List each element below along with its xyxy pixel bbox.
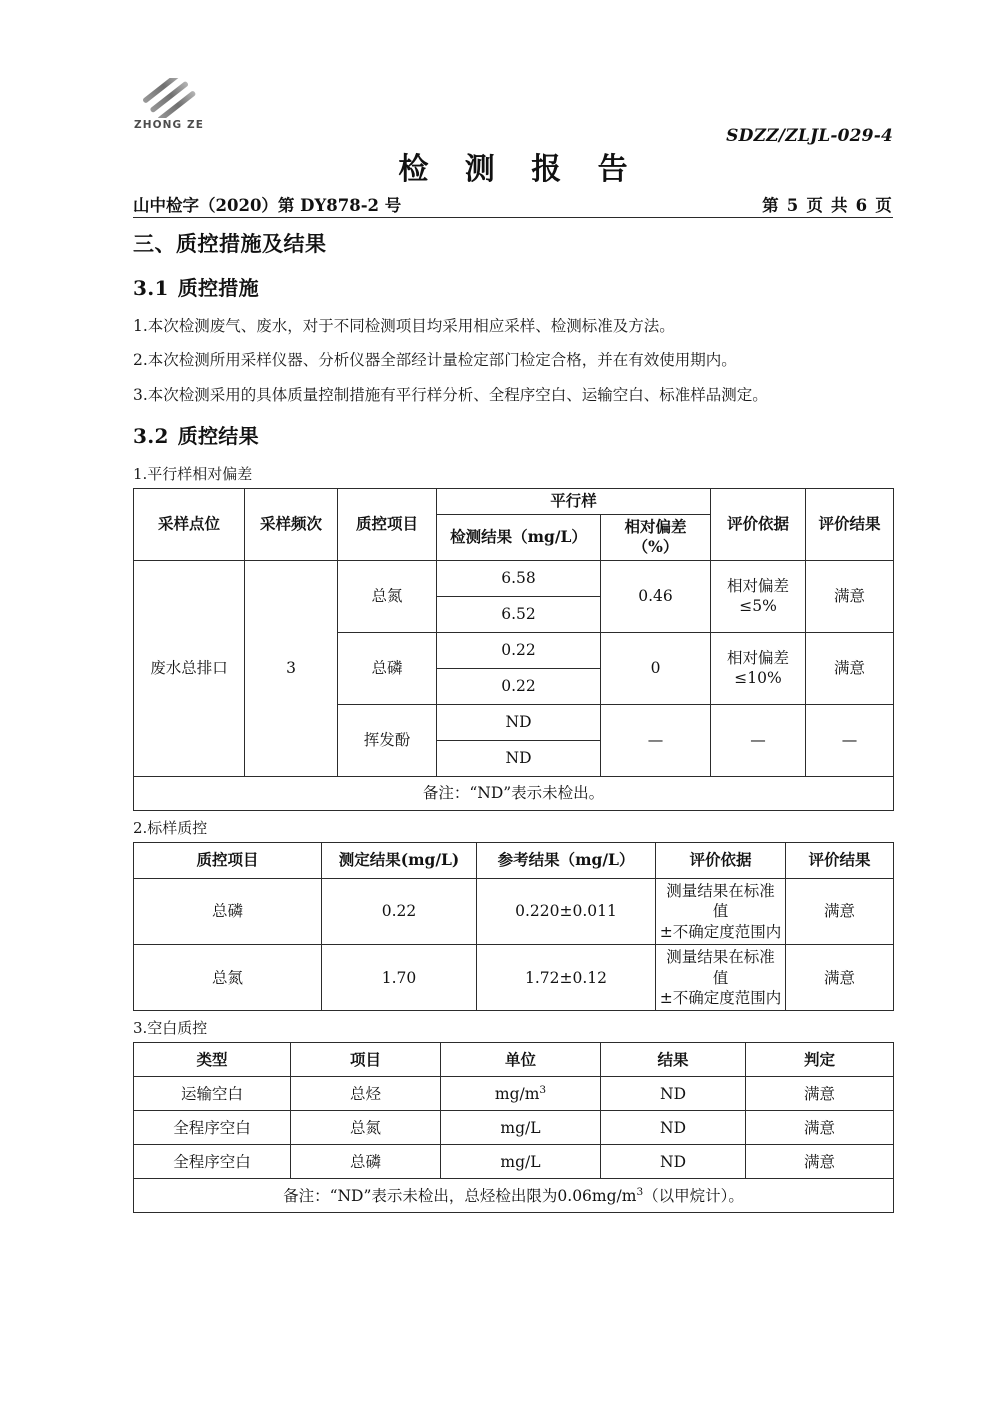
table-row [134,1145,894,1179]
table3-caption: 3.空白质控 [133,1019,208,1038]
th-t3-type: 类型 [134,1043,291,1077]
table3-remark-row [134,1179,894,1213]
standard-sample-qc-table [133,842,894,1012]
cell-t3-item-2: 总氮 [291,1111,441,1145]
th-t3-unit: 单位 [441,1043,601,1077]
cell-t3-judgement-1: 满意 [746,1077,894,1111]
cell-sampling-frequency: 3 [245,560,338,776]
cell-deviation-1: 0.46 [601,560,711,632]
th-t2-qc-item: 质控项目 [134,842,322,878]
cell-t3-type-3: 全程序空白 [134,1145,291,1179]
cell-t3-result-1: ND [601,1077,746,1111]
table1-remark-row [134,776,894,810]
cell-t3-unit-2-base: mg/L [500,1118,541,1137]
cell-basis-1-line2: ≤5% [739,597,777,616]
cell-t3-type-1: 运输空白 [134,1077,291,1111]
cell-t2-basis-2-line2: ±不确定度范围内 [659,989,782,1008]
th-sampling-frequency: 采样频次 [245,489,338,560]
cell-t2-evaluation-2: 满意 [786,945,894,1011]
table3-remark-part2: （以甲烷计）。 [643,1186,744,1205]
table2-header-row [134,842,894,878]
cell-evaluation-2: 满意 [806,632,894,704]
page-title: 检 测 报 告 [398,152,641,187]
cell-t3-unit-2 [441,1111,601,1145]
cell-result-3a: ND [437,704,601,740]
th-t2-evaluation: 评价结果 [786,842,894,878]
cell-basis-2 [711,632,806,704]
th-relative-deviation-line2: （%） [632,537,679,557]
cell-result-1a: 6.58 [437,560,601,596]
cell-t2-basis-1-line1: 测量结果在标准值 [666,881,775,921]
th-t3-item: 项目 [291,1043,441,1077]
report-number: 山中检字（2020）第 DY878-2 号 [133,196,402,215]
cell-result-2b: 0.22 [437,668,601,704]
table-row [134,1111,894,1145]
logo-wordmark: ZHONG ZE [134,119,204,131]
table3-remark-sup: 3 [636,1185,644,1198]
blank-qc-table [133,1042,894,1213]
zhongze-logo-icon [133,78,207,118]
subsection-title-3-1: 质控措施 [177,276,259,300]
th-evaluation-basis: 评价依据 [711,489,806,560]
page-number: 第 5 页 共 6 页 [762,196,893,215]
cell-t3-item-3: 总磷 [291,1145,441,1179]
th-t2-reference: 参考结果（mg/L） [477,842,656,878]
header-divider [133,217,893,218]
cell-t3-result-3: ND [601,1145,746,1179]
cell-t3-judgement-3: 满意 [746,1145,894,1179]
cell-deviation-2: 0 [601,632,711,704]
cell-qc-item-2: 总磷 [338,632,437,704]
table1-remark: 备注：“ND”表示未检出。 [134,776,894,810]
cell-qc-item-3: 挥发酚 [338,704,437,776]
subsection-heading-3-2 [133,420,893,449]
cell-basis-1-line1: 相对偏差 [727,576,790,595]
th-t3-result: 结果 [601,1043,746,1077]
cell-result-2a: 0.22 [437,632,601,668]
cell-evaluation-3: — [806,704,894,776]
cell-t2-reference-1: 0.220±0.011 [477,878,656,944]
document-header [133,78,893,215]
measure-paragraph-2: 2.本次检测所用采样仪器、分析仪器全部经计量检定部门检定合格，并在有效使用期内。 [133,351,737,370]
subsection-heading-3-1 [133,272,893,301]
cell-result-1b: 6.52 [437,596,601,632]
cell-basis-2-line1: 相对偏差 [727,648,790,667]
th-evaluation-result: 评价结果 [806,489,894,560]
cell-t2-basis-1 [656,878,786,944]
table2-caption: 2.标样质控 [133,818,208,837]
cell-t2-basis-1-line2: ±不确定度范围内 [659,922,782,941]
cell-t3-unit-1 [441,1077,601,1111]
table-row [134,945,894,1011]
header-meta [133,192,893,218]
table-row [134,878,894,944]
cell-t3-unit-1-sup: 3 [539,1083,547,1096]
cell-t2-evaluation-1: 满意 [786,878,894,944]
cell-deviation-3: — [601,704,711,776]
th-qc-item: 质控项目 [338,489,437,560]
measure-paragraph-1: 1.本次检测废气、废水，对于不同检测项目均采用相应采样、检测标准及方法。 [133,317,675,335]
cell-basis-3: — [711,704,806,776]
cell-t2-item-1: 总磷 [134,878,322,944]
cell-t2-basis-2-line1: 测量结果在标准值 [666,948,775,987]
table1-caption: 1.平行样相对偏差 [133,465,253,484]
company-logo [133,78,253,131]
table3-remark-part1: 备注：“ND”表示未检出，总烃检出限为0.06mg/m [283,1186,637,1205]
table3-header-row [134,1043,894,1077]
measure-paragraph-3: 3.本次检测采用的具体质量控制措施有平行样分析、全程序空白、运输空白、标准样品测定。 [133,385,768,404]
cell-evaluation-1: 满意 [806,560,894,632]
table3-remark [134,1179,894,1213]
cell-t2-measured-2: 1.70 [322,945,477,1011]
table-row [134,560,894,596]
th-t2-measured: 测定结果(mg/L) [322,842,477,878]
cell-t2-measured-1: 0.22 [322,878,477,944]
subsection-number-3-1: 3.1 [133,276,169,300]
cell-t2-item-2: 总氮 [134,945,322,1011]
cell-t3-item-1: 总烃 [291,1077,441,1111]
th-parallel-sample-group: 平行样 [437,489,711,514]
document-code: SDZZ/ZLJL-029-4 [726,126,893,146]
th-relative-deviation-line1: 相对偏差 [624,516,687,536]
cell-t3-judgement-2: 满意 [746,1111,894,1145]
cell-qc-item-1: 总氮 [338,560,437,632]
header-top-row [133,78,893,150]
th-sampling-point: 采样点位 [134,489,245,560]
cell-sampling-point: 废水总排口 [134,560,245,776]
cell-t3-type-2: 全程序空白 [134,1111,291,1145]
document-body [133,228,893,1217]
cell-t3-unit-3 [441,1145,601,1179]
parallel-sample-deviation-table [133,488,894,810]
cell-t2-reference-2: 1.72±0.12 [477,945,656,1011]
cell-basis-2-line2: ≤10% [734,669,782,688]
cell-t3-result-2: ND [601,1111,746,1145]
cell-t3-unit-1-base: mg/m [494,1084,540,1103]
th-detect-result: 检测结果（mg/L） [437,514,601,560]
th-relative-deviation [601,514,711,560]
subsection-title-3-2: 质控结果 [177,424,259,449]
table1-header-row-1 [134,489,894,514]
cell-result-3b: ND [437,740,601,776]
th-t3-judgement: 判定 [746,1043,894,1077]
th-t2-basis: 评价依据 [656,842,786,878]
table-row [134,1077,894,1111]
cell-t3-unit-3-base: mg/L [500,1152,541,1171]
cell-basis-1 [711,560,806,632]
subsection-number-3-2: 3.2 [133,424,169,449]
cell-t2-basis-2 [656,945,786,1011]
section-heading: 三、质控措施及结果 [133,231,327,256]
